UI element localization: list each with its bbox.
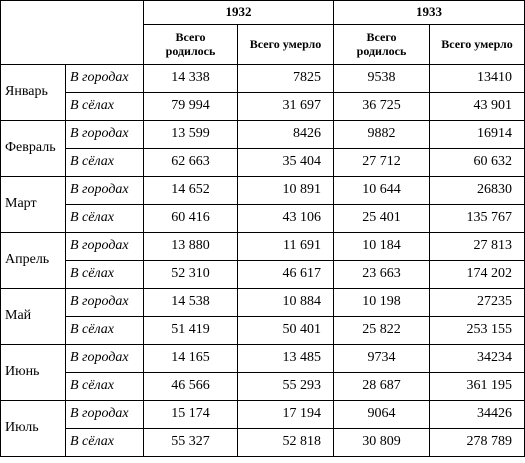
deaths-1932-header: Всего умерло — [238, 25, 334, 65]
deaths-1932-cities: 13 485 — [238, 345, 334, 373]
month-name: Январь — [1, 65, 66, 121]
place-label-cities: В городах — [66, 233, 144, 261]
deaths-1932-villages: 35 404 — [238, 149, 334, 177]
births-1933-villages: 25 401 — [334, 205, 430, 233]
table-row — [1, 345, 525, 373]
births-1933-cities: 9882 — [334, 121, 430, 149]
table-row — [1, 289, 525, 317]
place-label-cities: В городах — [66, 401, 144, 429]
births-1933-cities: 9538 — [334, 65, 430, 93]
deaths-1933-villages: 361 195 — [430, 373, 525, 401]
births-1933-cities: 10 644 — [334, 177, 430, 205]
births-1932-villages: 60 416 — [144, 205, 238, 233]
deaths-1932-villages: 31 697 — [238, 93, 334, 121]
deaths-1932-cities: 8426 — [238, 121, 334, 149]
table-header — [1, 1, 525, 65]
births-1933-cities: 10 198 — [334, 289, 430, 317]
table-row — [1, 93, 525, 121]
deaths-1932-cities: 10 891 — [238, 177, 334, 205]
month-name: Март — [1, 177, 66, 233]
deaths-1933-villages: 174 202 — [430, 261, 525, 289]
births-1932-cities: 14 338 — [144, 65, 238, 93]
births-1933-villages: 30 809 — [334, 429, 430, 457]
births-1932-cities: 15 174 — [144, 401, 238, 429]
place-label-cities: В городах — [66, 65, 144, 93]
place-label-villages: В сёлах — [66, 205, 144, 233]
births-1932-cities: 14 165 — [144, 345, 238, 373]
births-1932-villages: 51 419 — [144, 317, 238, 345]
deaths-1932-villages: 52 818 — [238, 429, 334, 457]
table-row — [1, 401, 525, 429]
deaths-1933-villages: 60 632 — [430, 149, 525, 177]
deaths-1933-villages: 278 789 — [430, 429, 525, 457]
births-1932-villages: 62 663 — [144, 149, 238, 177]
deaths-1933-villages: 253 155 — [430, 317, 525, 345]
births-1933-cities: 9064 — [334, 401, 430, 429]
table-row — [1, 373, 525, 401]
table-row — [1, 149, 525, 177]
table-row — [1, 65, 525, 93]
births-1933-cities: 9734 — [334, 345, 430, 373]
table-row — [1, 429, 525, 457]
table-row — [1, 177, 525, 205]
births-1933-villages: 23 663 — [334, 261, 430, 289]
place-label-villages: В сёлах — [66, 373, 144, 401]
deaths-1932-cities: 10 884 — [238, 289, 334, 317]
births-label-line2: родилось — [356, 43, 407, 58]
month-name: Апрель — [1, 233, 66, 289]
births-1932-villages: 79 994 — [144, 93, 238, 121]
deaths-1933-cities: 13410 — [430, 65, 525, 93]
month-name: Июнь — [1, 345, 66, 401]
deaths-1933-header: Всего умерло — [430, 25, 525, 65]
place-label-cities: В городах — [66, 121, 144, 149]
births-1933-villages: 25 822 — [334, 317, 430, 345]
births-1932-cities: 14 652 — [144, 177, 238, 205]
births-1933-cities: 10 184 — [334, 233, 430, 261]
deaths-1932-villages: 55 293 — [238, 373, 334, 401]
births-1932-villages: 52 310 — [144, 261, 238, 289]
births-label-line2: родилось — [165, 43, 216, 58]
table-body — [1, 65, 525, 457]
place-label-villages: В сёлах — [66, 429, 144, 457]
deaths-1932-cities: 11 691 — [238, 233, 334, 261]
table-row — [1, 317, 525, 345]
table-row — [1, 233, 525, 261]
month-name: Май — [1, 289, 66, 345]
deaths-1932-cities: 17 194 — [238, 401, 334, 429]
births-1932-villages: 46 566 — [144, 373, 238, 401]
births-1933-villages: 27 712 — [334, 149, 430, 177]
births-1932-villages: 55 327 — [144, 429, 238, 457]
deaths-1933-cities: 16914 — [430, 121, 525, 149]
deaths-1932-cities: 7825 — [238, 65, 334, 93]
deaths-1933-cities: 34426 — [430, 401, 525, 429]
deaths-1933-cities: 27235 — [430, 289, 525, 317]
births-1932-cities: 14 538 — [144, 289, 238, 317]
deaths-1933-cities: 26830 — [430, 177, 525, 205]
place-label-villages: В сёлах — [66, 149, 144, 177]
births-1932-cities: 13 599 — [144, 121, 238, 149]
corner-cell — [1, 1, 144, 65]
deaths-1932-villages: 43 106 — [238, 205, 334, 233]
deaths-1933-cities: 27 813 — [430, 233, 525, 261]
month-name: Февраль — [1, 121, 66, 177]
place-label-cities: В городах — [66, 289, 144, 317]
year-1932-header: 1932 — [144, 1, 334, 25]
births-1933-villages: 28 687 — [334, 373, 430, 401]
births-label-line1: Всего — [175, 29, 206, 44]
deaths-1932-villages: 50 401 — [238, 317, 334, 345]
births-label-line1: Всего — [366, 29, 397, 44]
deaths-1932-villages: 46 617 — [238, 261, 334, 289]
year-1933-header: 1933 — [334, 1, 525, 25]
births-1933-header — [334, 25, 430, 65]
place-label-cities: В городах — [66, 177, 144, 205]
births-1933-villages: 36 725 — [334, 93, 430, 121]
births-1932-header — [144, 25, 238, 65]
place-label-villages: В сёлах — [66, 261, 144, 289]
deaths-1933-villages: 135 767 — [430, 205, 525, 233]
table-row — [1, 205, 525, 233]
month-name: Июль — [1, 401, 66, 457]
table-row — [1, 261, 525, 289]
table-row — [1, 121, 525, 149]
place-label-villages: В сёлах — [66, 93, 144, 121]
deaths-1933-villages: 43 901 — [430, 93, 525, 121]
births-1932-cities: 13 880 — [144, 233, 238, 261]
place-label-cities: В городах — [66, 345, 144, 373]
deaths-1933-cities: 34234 — [430, 345, 525, 373]
place-label-villages: В сёлах — [66, 317, 144, 345]
